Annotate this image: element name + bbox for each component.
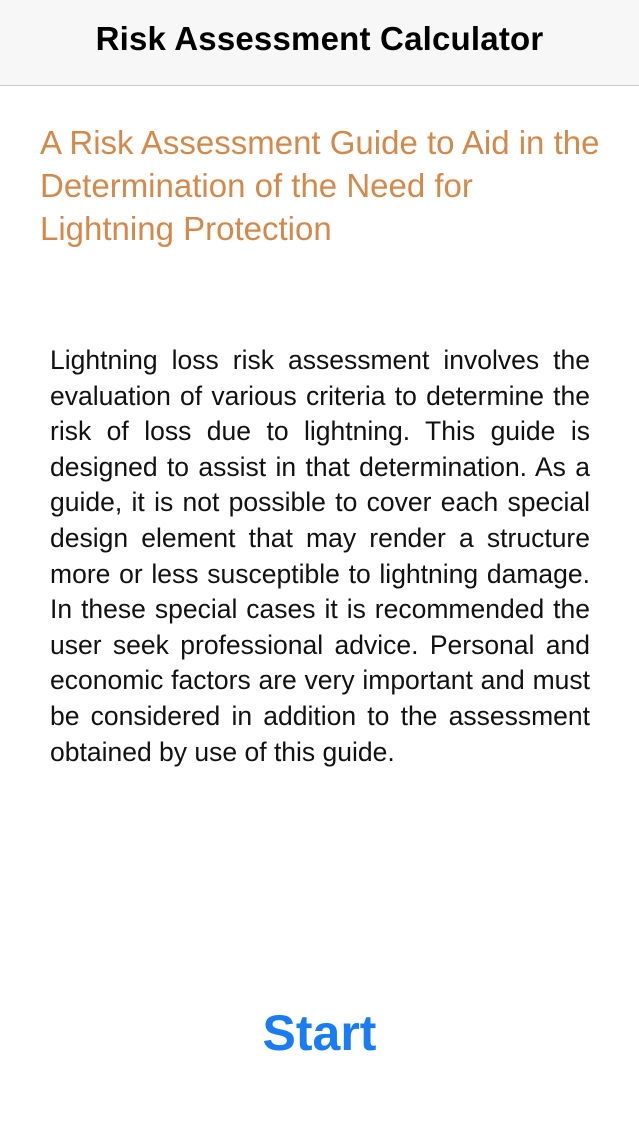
start-button[interactable]: Start (0, 1004, 639, 1062)
intro-paragraph: Lightning loss risk assessment involves the evaluation of various criteria to determine the risk of loss due to lightning. This guide is designed to assist in that determination. As a guide, it is not possible to cover each special design element that may render a structure more or less susceptible to lightning damage. In these special cases it is recommended the user seek professional advice. Personal and economic factors are very important and must be considered in addition to the assessment obtained by use of this guide. (50, 345, 590, 767)
page-headline: A Risk Assessment Guide to Aid in the Determination of the Need for Lightning Protection (40, 124, 600, 247)
nav-title: Risk Assessment Calculator (95, 20, 544, 57)
navigation-bar (0, 0, 639, 86)
